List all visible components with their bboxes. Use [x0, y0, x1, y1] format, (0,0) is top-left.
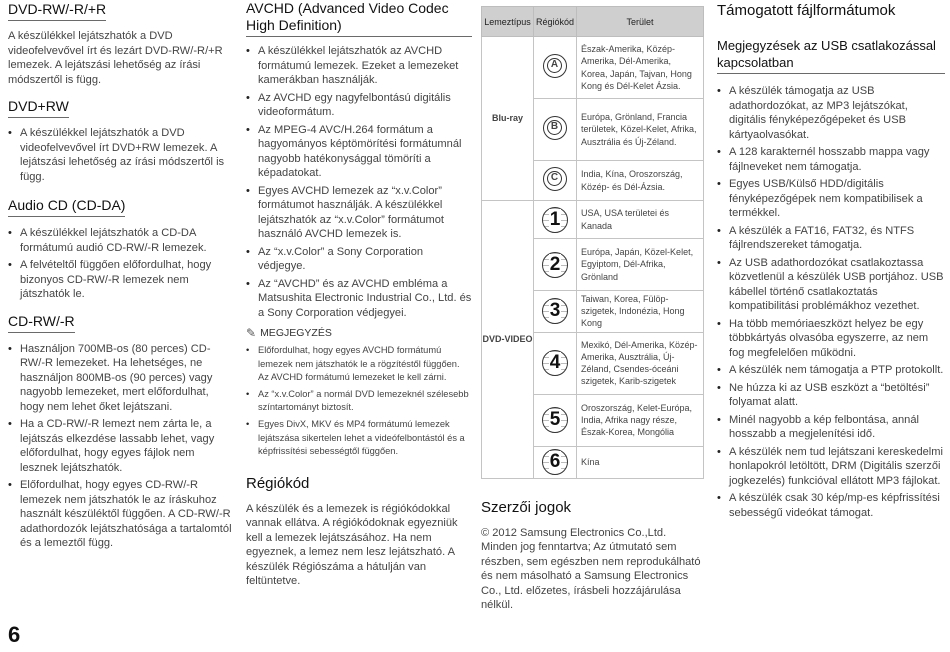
area-cell: Oroszország, Kelet-Európa, India, Afrika nagy része, Észak-Korea, Mongólia	[577, 394, 704, 446]
list-item: • A készülék nem tud lejátszani kereskedelmi honlapokról letöltött, DRM (Digitális szerzői jogkezelés) funkcióval ellátott MP3 fájlokat.	[717, 445, 945, 489]
note-heading	[246, 326, 472, 340]
note-title: MEGJEGYZÉS	[260, 327, 332, 339]
region-b-icon: B	[543, 116, 567, 140]
list-item: • Az “x.v.Color” a normál DVD lemezeknél szélesebb színtartományt biztosít.	[246, 388, 472, 415]
list-item: • Az “AVCHD” és az AVCHD embléma a Matsushita Electronic Industrial Co., Ltd. és a Sony Corporation védjegyei.	[246, 277, 472, 321]
area-cell: Észak-Amerika, Közép-Amerika, Dél-Amerika, Korea, Japán, Tajvan, Hong Kong és Dél-Kelet Ázsia.	[577, 37, 704, 99]
region-6-globe-icon: 6	[542, 449, 568, 475]
list-item: • Előfordulhat, hogy egyes AVCHD formátumú lemezek nem játszhatók le a rögzítéstől függően. Az AVCHD formátumú lemezeket le kell zárni.	[246, 344, 472, 385]
heading-copyright: Szerzői jogok	[481, 498, 572, 516]
region-2-globe-icon: 2	[542, 252, 568, 278]
list-item: • A készülék támogatja az USB adathordozókat, az MP3 lejátszókat, digitális fényképezőgépeket és USB kártyaolvasókat.	[717, 84, 945, 142]
list-item: • Használjon 700MB-os (80 perces) CD-RW/-R lemezeket. Ha lehetséges, ne használjon 800MB-os (90 perces) vagy nagyobb lemezeket, mert előfordulhat, hogy nem lehet őket lejátszani.	[8, 342, 233, 415]
page-number: 6	[8, 622, 21, 647]
area-cell: Taiwan, Korea, Fülöp-szigetek, Indonézia, Hong Kong	[577, 291, 704, 333]
list-item: • A készülékkel lejátszhatók a CD-DA formátumú audió CD-RW/-R lemezek.	[8, 226, 233, 255]
list-cd-rw	[8, 342, 233, 551]
paragraph-dvd-rw: A készülékkel lejátszhatók a DVD videofelvevővel írt és lezárt DVD-RW/-R/+R lemezek. A lejátszási lehetőség az írási módszertől is függ.	[8, 30, 223, 86]
heading-audio-cd: Audio CD (CD-DA)	[8, 197, 233, 217]
header-disc-type: Lemeztípus	[482, 7, 534, 37]
column-3	[481, 6, 703, 613]
list-audio-cd	[8, 226, 233, 302]
area-cell: India, Kína, Oroszország, Közép- és Dél-Ázsia.	[577, 161, 704, 201]
list-item: • Egyes DivX, MKV és MP4 formátumú lemezek lejátszása sikertelen lehet a videófelbontástól és a képfrissítési sebességtől függően.	[246, 418, 472, 459]
list-item: • A felvételtől függően előfordulhat, hogy bizonyos CD-RW/-R lemezek nem játszhatók le.	[8, 258, 233, 302]
list-item: • Ha a CD-RW/-R lemezt nem zárta le, a lejátszás elkezdése lassabb lehet, vagy előfordulhat, hogy egyes fájlok nem lesznek lejátszhatók.	[8, 417, 233, 475]
area-cell: Európa, Grönland, Francia területek, Közel-Kelet, Afrika, Ausztrália és Új-Zéland.	[577, 99, 704, 161]
heading-dvd-rw: DVD-RW/-R/+R	[8, 1, 233, 21]
column-1	[8, 0, 233, 554]
region-4-globe-icon: 4	[542, 350, 568, 376]
list-avchd	[246, 44, 472, 320]
list-item: • Az USB adathordozókat csatlakoztassa közvetlenül a készülék USB portjához. USB kábellel történő csatlakoztatás kompatibilitási problémákhoz vezethet.	[717, 256, 945, 314]
area-cell: Mexikó, Dél-Amerika, Közép-Amerika, Ausztrália, Új-Zéland, Csendes-óceáni szigetek, Karib-szigetek	[577, 332, 704, 394]
list-item: • Előfordulhat, hogy egyes CD-RW/-R lemezek nem játszhatók le az íráskuhoz használt készüléktől függően. A CD-RW/-R adathordozók lejátszhatósága a tartalomtól és a lemeztől függ.	[8, 478, 233, 551]
list-item: • A készülékkel lejátszhatók a DVD videofelvevővel írt DVD+RW lemezek. A lejátszási lehetőség az írási módszertől is függ.	[8, 126, 233, 184]
header-area: Terület	[577, 7, 704, 37]
pencil-icon: ✎	[246, 326, 257, 340]
column-2	[246, 0, 472, 589]
paragraph-copyright: © 2012 Samsung Electronics Co.,Ltd. Minden jog fenntartva; Az útmutató sem részben, sem egészben nem reprodukálható és nem másolható a Samsung Electronics Co., Ltd. előzetes, írásbeli hozzájárulása nélkül.	[481, 526, 701, 612]
list-item: • Az AVCHD egy nagyfelbontású digitális videoformátum.	[246, 91, 472, 120]
list-item: • Egyes USB/Külső HDD/digitális fényképezőgépek nem kompatibilisek a termékkel.	[717, 177, 945, 221]
list-item: • Az MPEG-4 AVC/H.264 formátum a hagyományos képtömörítési formátumnál nagyobb hatékonysággal tömöríti a képadatokat.	[246, 123, 472, 181]
list-item: • A készülék a FAT16, FAT32, és NTFS fájlrendszereket támogatja.	[717, 224, 945, 253]
heading-dvd-plus-rw: DVD+RW	[8, 98, 233, 118]
heading-cd-rw: CD-RW/-R	[8, 313, 233, 333]
heading-usb-notes: Megjegyzések az USB csatlakozással kapcsolatban	[717, 37, 945, 74]
region-5-globe-icon: 5	[542, 407, 568, 433]
heading-supported-formats: Támogatott fájlformátumok	[717, 2, 896, 19]
header-region-code: Régiókód	[534, 7, 577, 37]
list-item: • Minél nagyobb a kép felbontása, annál hosszabb a megjelenítési idő.	[717, 413, 945, 442]
list-item: • A 128 karakternél hosszabb mappa vagy fájlneveket nem támogatja.	[717, 145, 945, 174]
list-note	[246, 344, 472, 459]
table-row	[482, 37, 704, 99]
region-1-globe-icon: 1	[542, 207, 568, 233]
paragraph-region-code: A készülék és a lemezek is régiókódokkal vannak ellátva. A régiókódoknak egyezniük kell a lemezek lejátszásához. Ha nem egyeznek, a lemez nem lesz lejátszható. A készülék Régiószáma a hátulján van feltüntetve.	[246, 502, 458, 588]
region-a-icon: A	[543, 54, 567, 78]
heading-avchd: AVCHD (Advanced Video Codec High Definition)	[246, 0, 472, 37]
column-4	[717, 0, 945, 523]
list-item: • Ha több memóriaeszközt helyez be egy többkártyás olvasóba egyszerre, az nem fog megfelelően működni.	[717, 317, 945, 361]
list-dvd-plus-rw	[8, 126, 233, 184]
list-item: • Ne húzza ki az USB eszközt a “betöltési” folyamat alatt.	[717, 381, 945, 410]
list-usb-notes	[717, 84, 945, 520]
list-item: • Egyes AVCHD lemezek az “x.v.Color” formátumot használják. A készülékkel lejátszhatók az “x.v.Color” formátumot használó AVCHD lemezek is.	[246, 184, 472, 242]
disc-type-dvd: DVD-VIDEO	[482, 201, 534, 479]
region-code-table	[481, 6, 704, 479]
area-cell: USA, USA területei és Kanada	[577, 201, 704, 239]
area-cell: Kína	[577, 446, 704, 478]
area-cell: Európa, Japán, Közel-Kelet, Egyiptom, Dél-Afrika, Grönland	[577, 239, 704, 291]
table-row	[482, 201, 704, 239]
disc-type-bluray: Blu-ray	[482, 37, 534, 201]
region-3-globe-icon: 3	[542, 298, 568, 324]
heading-region-code: Régiókód	[246, 474, 310, 492]
region-c-icon: C	[543, 167, 567, 191]
list-item: • A készülékkel lejátszhatók az AVCHD formátumú lemezek. Ezeket a lemezeket kamerákban használják.	[246, 44, 472, 88]
list-item: • Az “x.v.Color” a Sony Corporation védjegye.	[246, 245, 472, 274]
list-item: • A készülék nem támogatja a PTP protokollt.	[717, 363, 945, 378]
list-item: • A készülék csak 30 kép/mp-es képfrissítési sebességű videókat támogat.	[717, 491, 945, 520]
